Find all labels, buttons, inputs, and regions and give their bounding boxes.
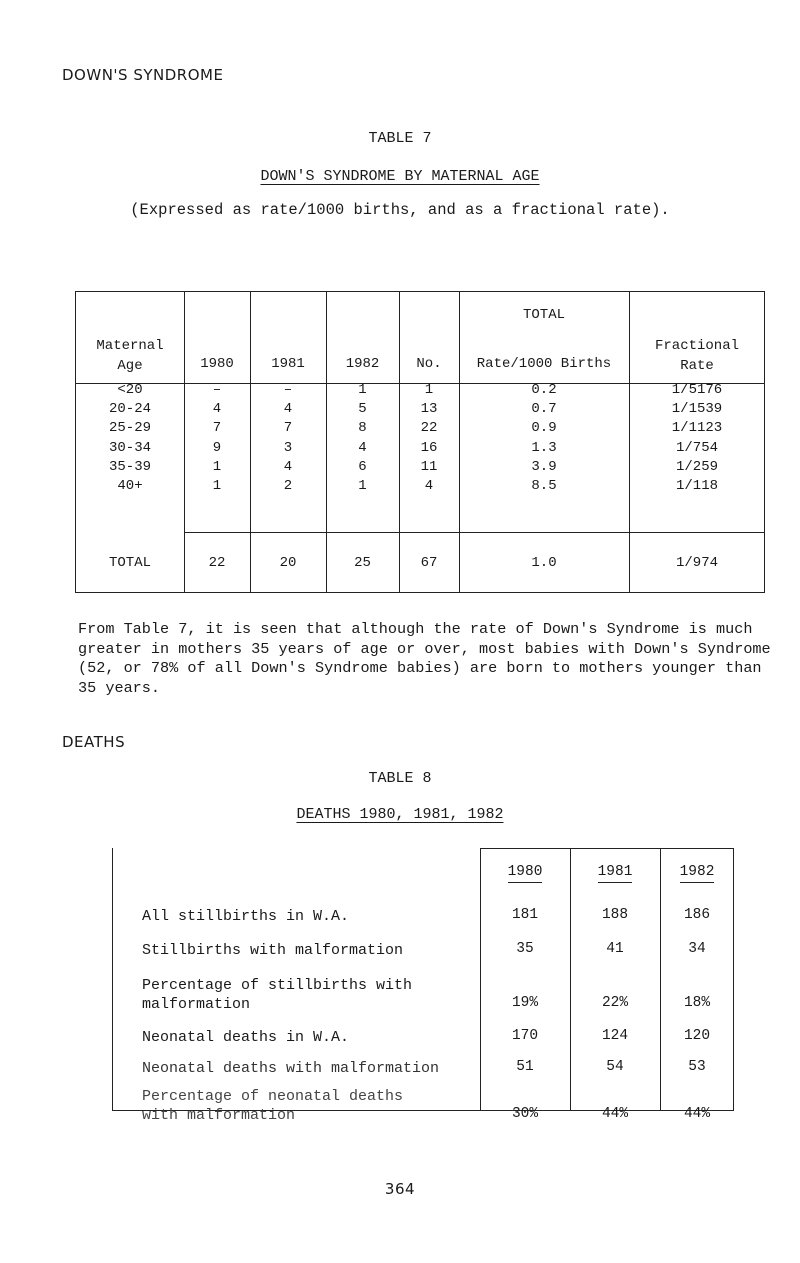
table-cell: 11	[420, 458, 438, 475]
table-cell: 16	[420, 439, 438, 456]
col-no	[399, 381, 459, 496]
table-cell: 1/754	[675, 439, 718, 456]
table-cell: 25-29	[108, 420, 151, 437]
table-cell: 1/118	[675, 478, 718, 495]
total-1982: 25	[354, 555, 371, 571]
table-cell: 8.5	[531, 478, 557, 495]
row-label: Percentage of stillbirths with malformation	[142, 977, 413, 1013]
table8	[112, 848, 734, 1112]
table-cell: 54	[606, 1059, 624, 1075]
header-1982: 1982	[345, 356, 380, 372]
col-divider	[112, 848, 113, 1110]
table-cell: 4	[358, 439, 367, 456]
table-cell: 3.9	[531, 458, 557, 475]
header-1981: 1981	[271, 356, 305, 372]
table8-title: TABLE 8	[368, 770, 432, 787]
table-cell: 1/259	[675, 458, 718, 475]
total-label: TOTAL	[108, 555, 151, 571]
header-rate: Rate/1000 Births	[476, 356, 612, 372]
total-rule	[184, 532, 765, 533]
table-cell: –	[283, 382, 293, 398]
header-1980: 1980	[200, 356, 234, 372]
table-cell: 35-39	[108, 458, 151, 475]
row-label: Neonatal deaths with malformation	[142, 1060, 440, 1077]
table-cell: 0.9	[531, 420, 557, 437]
table-cell: 3	[283, 439, 293, 456]
table-cell: 1/1123	[671, 420, 723, 437]
total-fractional: 1/974	[675, 555, 718, 571]
table-cell: 9	[212, 439, 222, 456]
section-header: DOWN'S SYNDROME	[62, 66, 224, 84]
row-label: Stillbirths with malformation	[142, 942, 404, 959]
table-cell: –	[212, 382, 222, 398]
header-rule	[480, 848, 734, 849]
total-no: 67	[420, 555, 438, 571]
table-cell: 8	[358, 420, 367, 437]
total-1981: 20	[279, 555, 297, 571]
table7-note: (Expressed as rate/1000 births, and as a fractional rate).	[130, 201, 670, 219]
page-number: 364	[384, 1180, 416, 1198]
table-cell: 1/1539	[671, 401, 723, 418]
table-cell: 7	[212, 420, 222, 437]
col-rate	[459, 381, 629, 496]
table-cell: 1/5176	[671, 382, 723, 398]
table-cell: 1	[212, 478, 222, 495]
header-maternal-age: Maternal Age	[96, 338, 164, 374]
table-cell: 34	[688, 941, 706, 957]
col-1982	[326, 381, 399, 496]
table-cell: 0.7	[531, 401, 557, 418]
table-cell: 124	[601, 1028, 629, 1044]
table-cell: 4	[283, 458, 293, 475]
table-cell: 44%	[601, 1106, 629, 1122]
total-1980: 22	[208, 555, 226, 571]
table-cell: 30%	[511, 1106, 539, 1122]
row-label: Neonatal deaths in W.A.	[142, 1029, 350, 1046]
table-cell: 5	[358, 401, 367, 418]
table-cell: 186	[683, 907, 711, 923]
table-cell: 181	[511, 907, 539, 923]
table7-title: TABLE 7	[368, 130, 432, 147]
table-cell: <20	[117, 382, 143, 398]
table-cell: 0.2	[531, 382, 557, 398]
table-cell: 51	[516, 1059, 534, 1075]
table-cell: 41	[606, 941, 624, 957]
header-total: TOTAL	[522, 307, 565, 323]
table-cell: 44%	[683, 1106, 711, 1122]
header-1981: 1981	[570, 864, 660, 880]
table7-subtitle: DOWN'S SYNDROME BY MATERNAL AGE	[260, 168, 540, 185]
table-cell: 4	[424, 478, 434, 495]
header-1980: 1980	[480, 864, 570, 880]
table-cell: 53	[688, 1059, 706, 1075]
table-cell: 18%	[683, 995, 711, 1011]
table-cell: 1	[424, 382, 434, 398]
col-1980	[184, 381, 250, 496]
row-label: All stillbirths in W.A.	[142, 908, 350, 925]
table-cell: 2	[283, 478, 293, 495]
deaths-header: DEATHS	[62, 733, 126, 751]
table-cell: 188	[601, 907, 629, 923]
header-no: No.	[416, 356, 442, 372]
total-rate: 1.0	[531, 555, 557, 571]
table-cell: 22	[420, 420, 438, 437]
table-cell: 7	[283, 420, 293, 437]
table-cell: 40+	[117, 478, 143, 495]
col-fractional	[629, 381, 765, 496]
table-cell: 120	[683, 1028, 711, 1044]
table-cell: 30-34	[108, 439, 151, 456]
header-fractional-rate: Fractional Rate	[654, 338, 739, 374]
table8-subtitle: DEATHS 1980, 1981, 1982	[296, 806, 504, 823]
row-label: Percentage of neonatal deaths with malformation	[142, 1088, 404, 1124]
table-cell: 22%	[601, 995, 629, 1011]
col-1981	[250, 381, 326, 496]
table7-commentary: From Table 7, it is seen that although the rate of Down's Syndrome is much greater in mothers 35 years of age or over, most babies with Down's Syndrome (52, or 78% of all Down's Syndrome babies) are born to mothers younger than 35 years.	[78, 620, 771, 697]
table-cell: 170	[511, 1028, 539, 1044]
table7	[75, 291, 765, 593]
table-cell: 1	[358, 478, 367, 495]
table-cell: 35	[516, 941, 534, 957]
table-cell: 6	[358, 458, 367, 475]
table-cell: 20-24	[108, 401, 151, 418]
col-age	[75, 381, 185, 496]
table-cell: 13	[420, 401, 438, 418]
table-cell: 1	[358, 382, 367, 398]
table-cell: 1	[212, 458, 222, 475]
table-cell: 4	[212, 401, 222, 418]
table-cell: 19%	[511, 995, 539, 1011]
header-1982: 1982	[660, 864, 734, 880]
table-cell: 1.3	[531, 439, 557, 456]
table-cell: 4	[283, 401, 293, 418]
